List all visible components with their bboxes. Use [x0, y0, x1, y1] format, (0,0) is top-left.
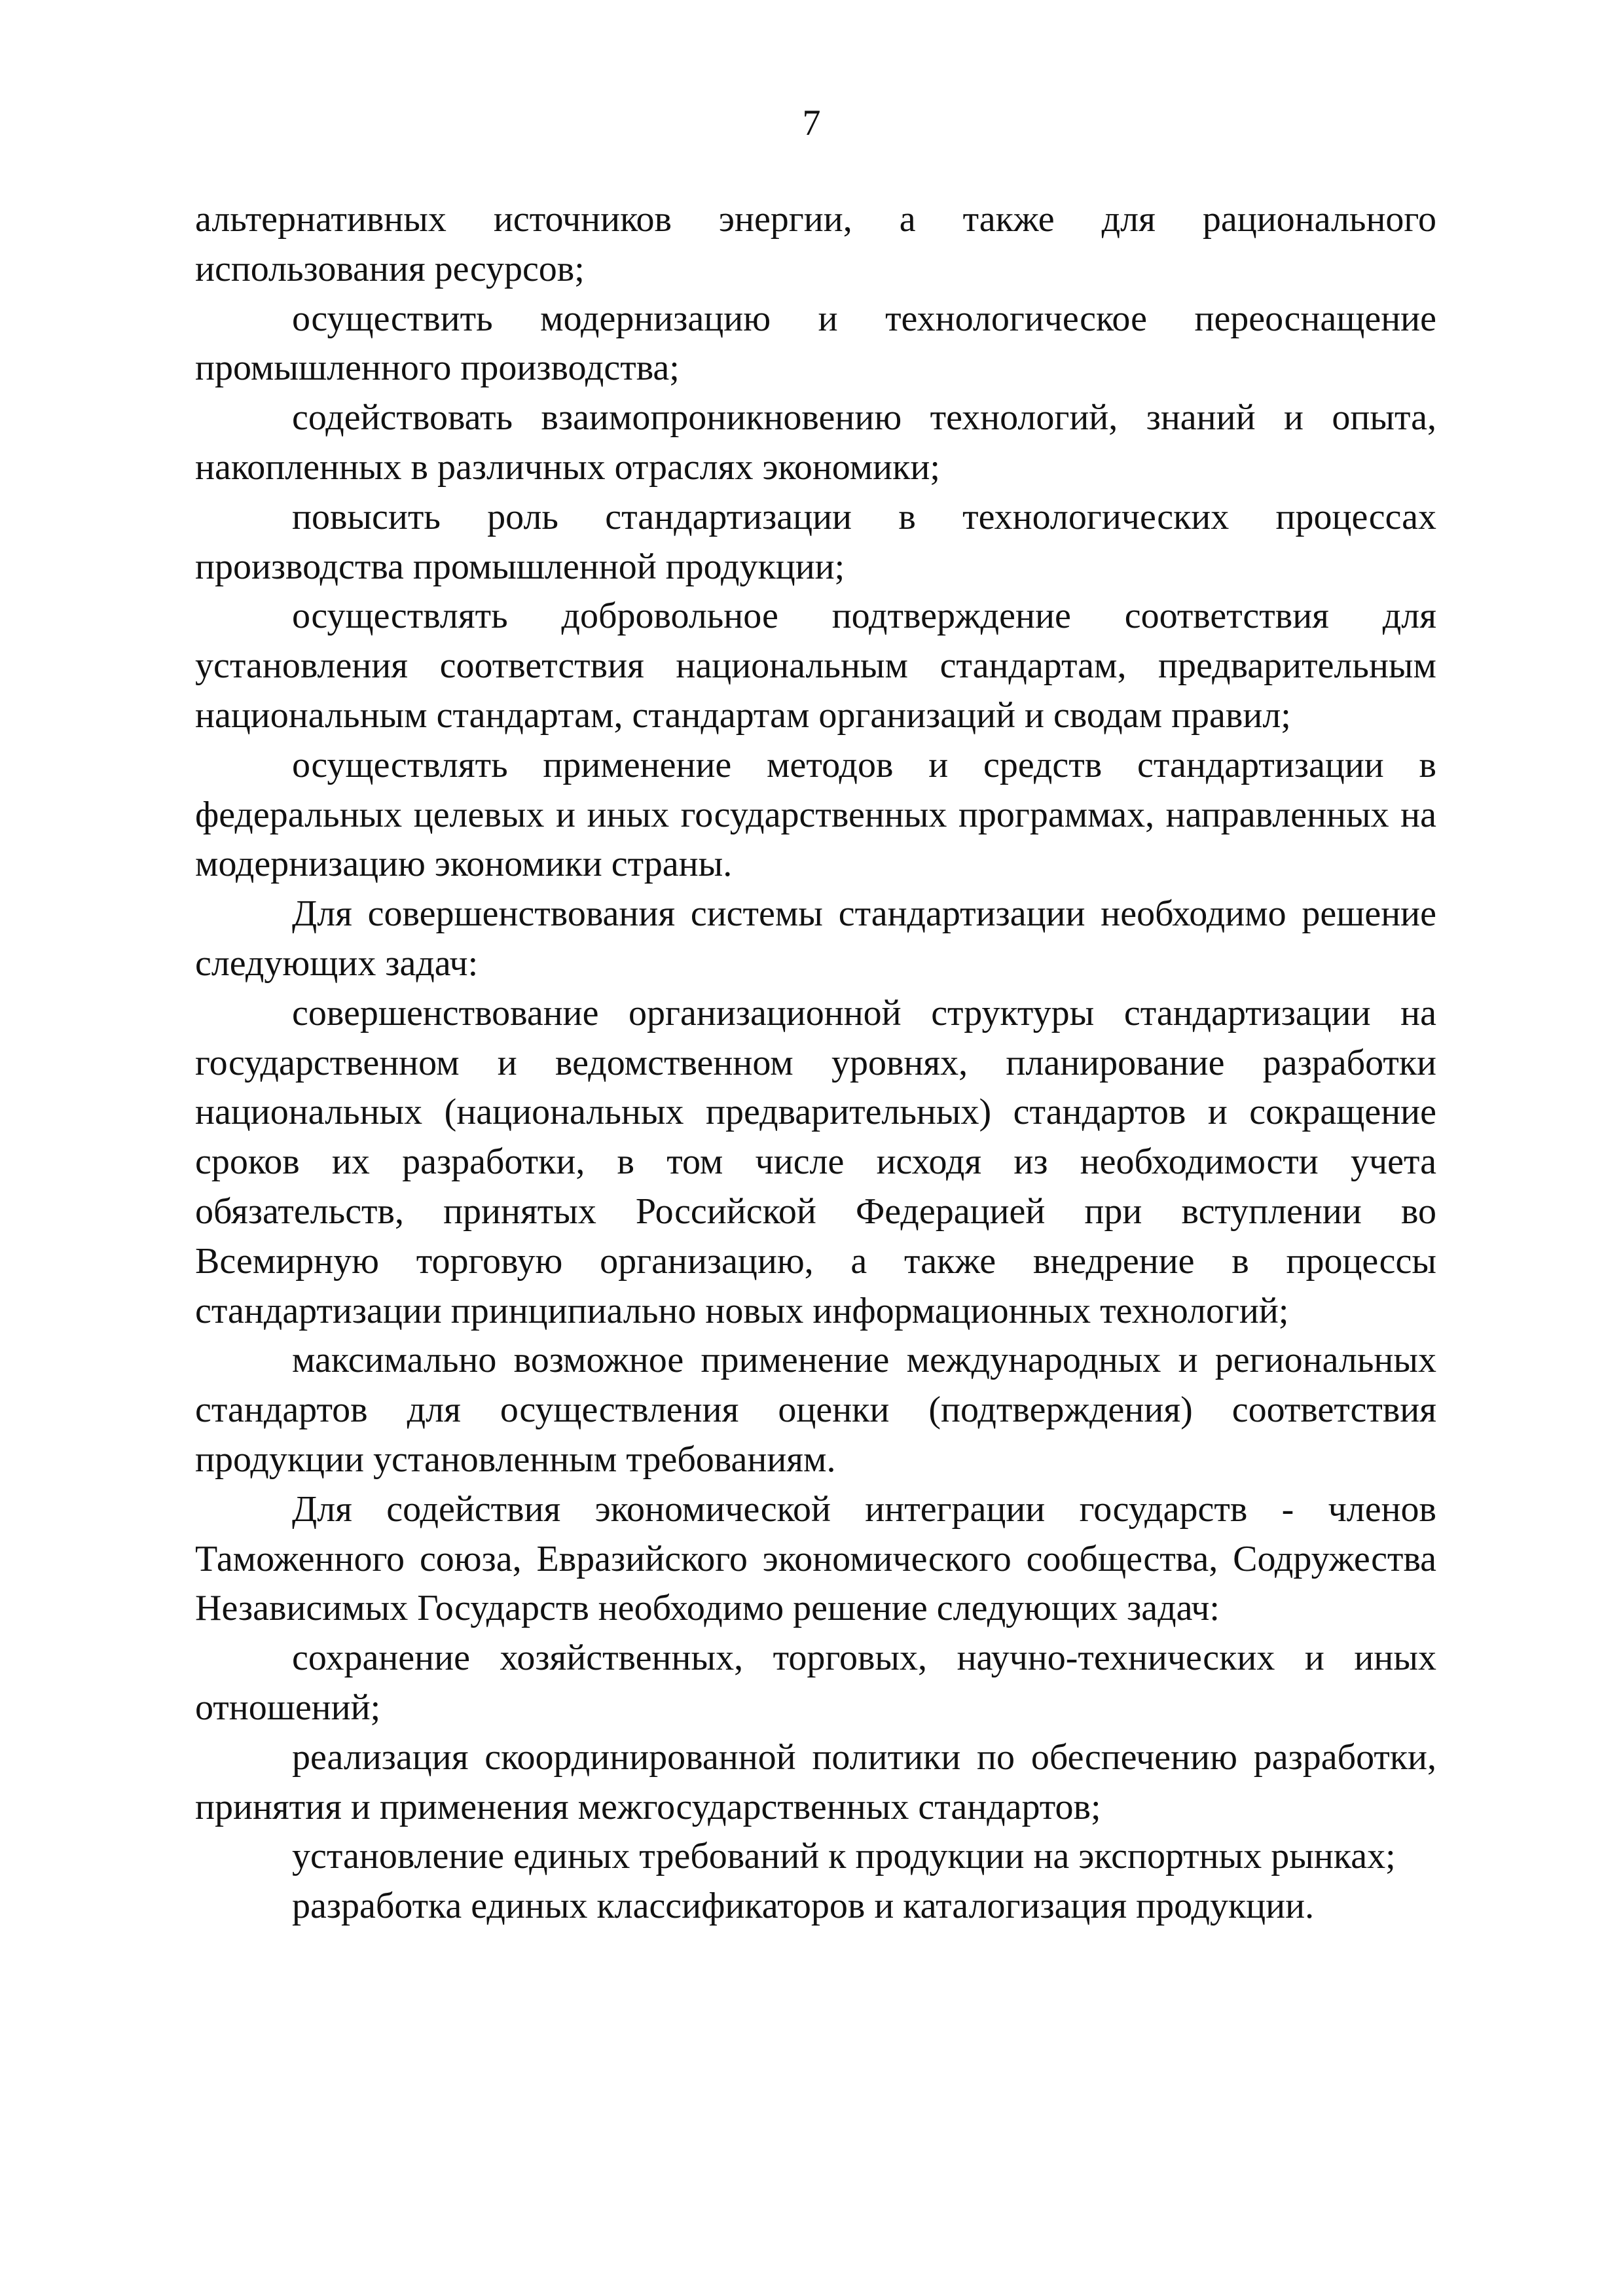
- paragraph: содействовать взаимопроникновению технологий, знаний и опыта, накопленных в различных отраслях экономики;: [195, 397, 1436, 488]
- paragraph: осуществлять применение методов и средств стандартизации в федеральных целевых и иных государственных программах, направленных на модернизацию экономики страны.: [195, 744, 1436, 885]
- document-body: [195, 195, 1436, 1931]
- paragraph: осуществить модернизацию и технологическое переоснащение промышленного производства;: [195, 298, 1436, 389]
- paragraph-continuation: альтернативных источников энергии, а также для рационального использования ресурсов;: [195, 199, 1436, 289]
- paragraph: Для содействия экономической интеграции государств - членов Таможенного союза, Евразийского экономического сообщества, Содружества Независимых Государств необходимо решение следующих задач:: [195, 1488, 1436, 1629]
- paragraph: осуществлять добровольное подтверждение соответствия для установления соответствия национальным стандартам, предварительным национальным стандартам, стандартам организаций и сводам правил;: [195, 596, 1436, 736]
- paragraph: максимально возможное применение международных и региональных стандартов для осуществления оценки (подтверждения) соответствия продукции установленным требованиям.: [195, 1340, 1436, 1480]
- paragraph: сохранение хозяйственных, торговых, научно-технических и иных отношений;: [195, 1638, 1436, 1728]
- page-number: 7: [802, 103, 821, 143]
- paragraph: повысить роль стандартизации в технологических процессах производства промышленной продукции;: [195, 496, 1436, 587]
- paragraph: установление единых требований к продукции на экспортных рынках;: [292, 1836, 1396, 1877]
- paragraph: Для совершенствования системы стандартизации необходимо решение следующих задач:: [195, 893, 1436, 984]
- paragraph: совершенствование организационной структуры стандартизации на государственном и ведомственном уровнях, планирование разработки национальных (национальных предварительных) стандартов и сокращение сроков их разработки, в том числе исходя из необходимости учета обязательств, принятых Российской Федерацией при вступлении во Всемирную торговую организацию, а также внедрение в процессы стандартизации принципиально новых информационных технологий;: [195, 992, 1436, 1331]
- paragraph: разработка единых классификаторов и каталогизация продукции.: [292, 1886, 1315, 1927]
- paragraph: реализация скоординированной политики по обеспечению разработки, принятия и применения межгосударственных стандартов;: [195, 1736, 1436, 1827]
